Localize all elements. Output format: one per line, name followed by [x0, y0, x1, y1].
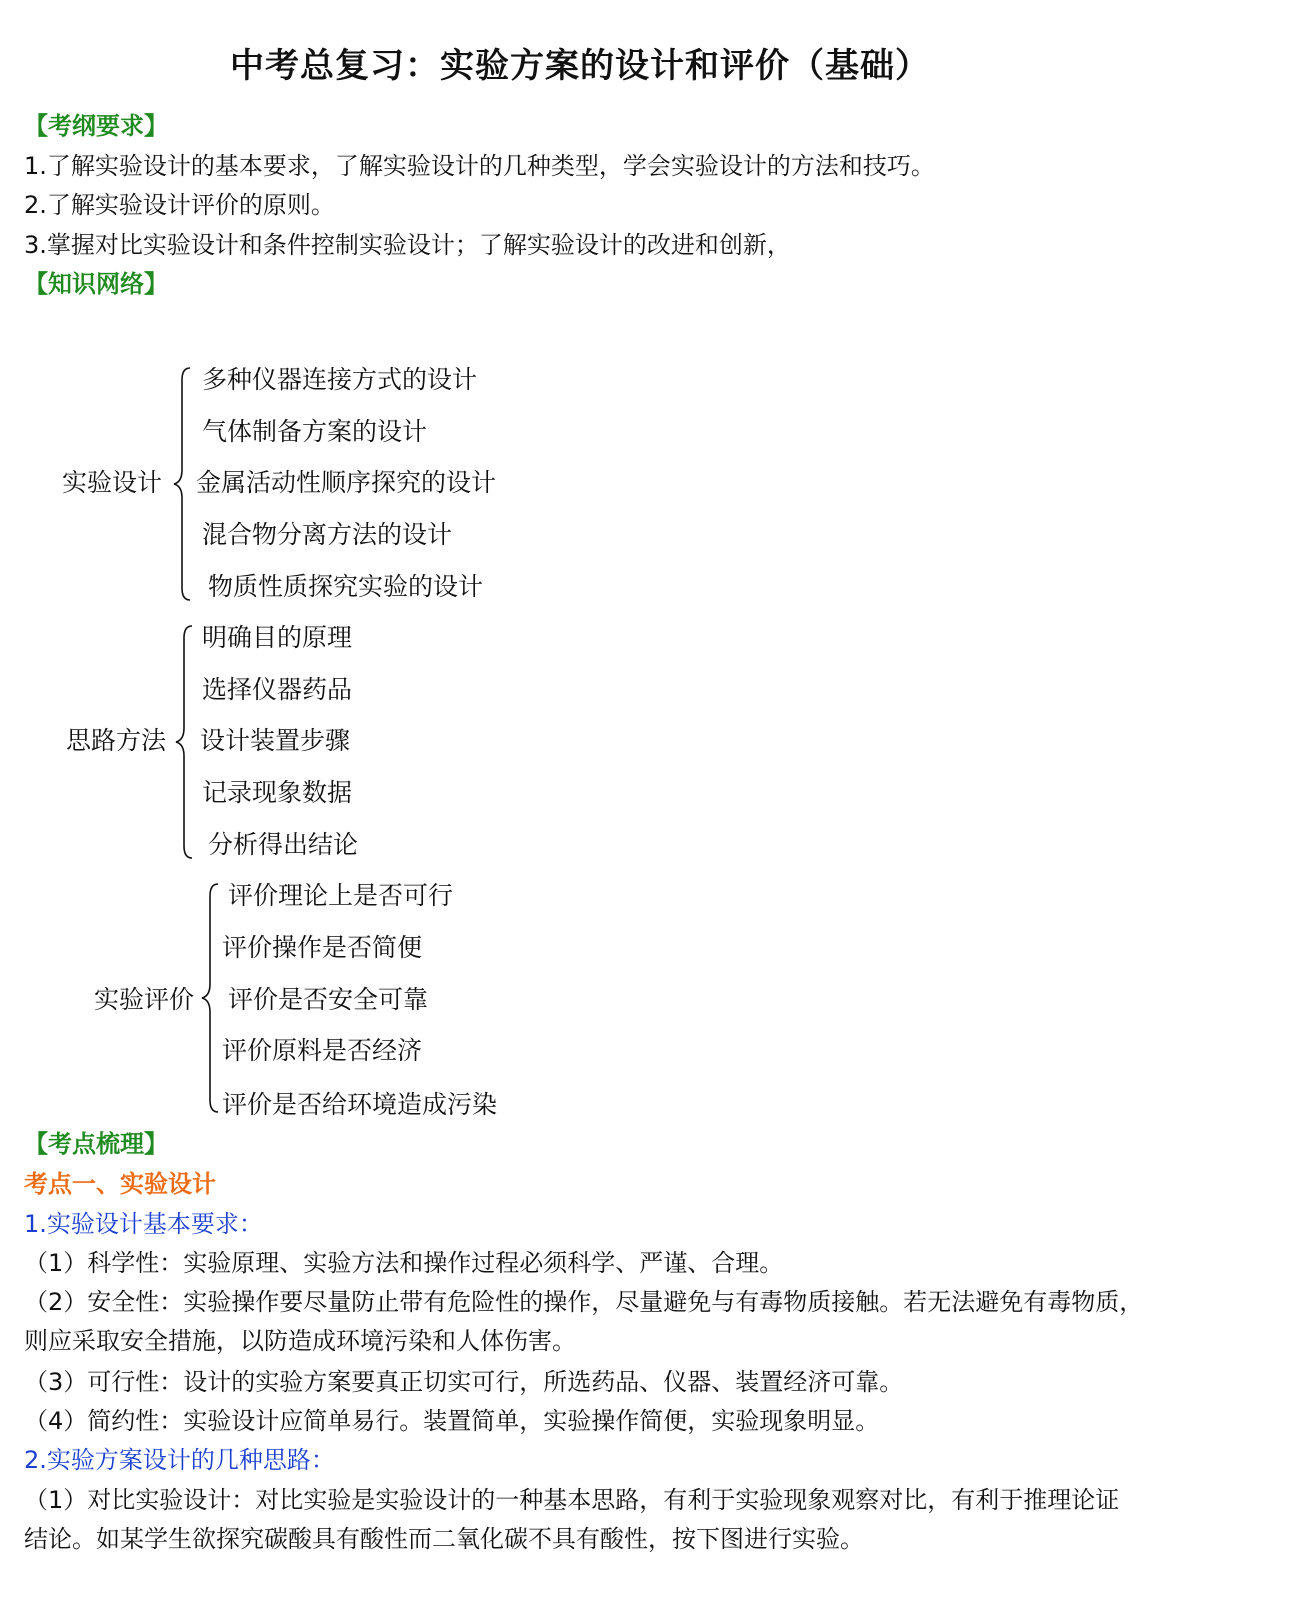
syllabus-item: 1.了解实验设计的基本要求，了解实验设计的几种类型，学会实验设计的方法和技巧。 [24, 152, 935, 180]
group-item: 评价原料是否经济 [222, 1036, 423, 1065]
group-item: 物质性质探究实验的设计 [208, 572, 484, 601]
syllabus-item: 3.掌握对比实验设计和条件控制实验设计；了解实验设计的改进和创新， [24, 231, 791, 259]
group-item: 评价是否安全可靠 [228, 985, 429, 1014]
group-item: 评价操作是否简便 [222, 933, 423, 962]
group-item: 明确目的原理 [202, 623, 353, 652]
group-label: 实验评价 [94, 985, 195, 1014]
group-item: 金属活动性顺序探究的设计 [196, 468, 497, 497]
point1-sub-heading: 1.实验设计基本要求： [24, 1210, 263, 1238]
syllabus-item: 2.了解实验设计评价的原则。 [24, 191, 335, 219]
requirement-line: （3）可行性：设计的实验方案要真正切实可行，所选药品、仪器、装置经济可靠。 [24, 1368, 904, 1396]
point1-sub-heading: 2.实验方案设计的几种思路： [24, 1446, 335, 1474]
group-item: 多种仪器连接方式的设计 [202, 365, 478, 394]
requirement-line: （4）简约性：实验设计应简单易行。装置简单，实验操作简便，实验现象明显。 [24, 1407, 880, 1435]
group-item: 设计装置步骤 [200, 726, 351, 755]
group-item: 分析得出结论 [208, 830, 359, 859]
group-item: 评价是否给环境造成污染 [222, 1090, 498, 1119]
requirement-line: （1）科学性：实验原理、实验方法和操作过程必须科学、严谨、合理。 [24, 1249, 784, 1277]
section-network: 【知识网络】 [24, 270, 168, 298]
requirement-line: 则应采取安全措施，以防造成环境污染和人体伤害。 [24, 1327, 576, 1355]
brace-icon [172, 624, 202, 860]
section-syllabus: 【考纲要求】 [24, 112, 168, 140]
group-item: 选择仪器药品 [202, 675, 353, 704]
page-title: 中考总复习：实验方案的设计和评价（基础） [230, 46, 930, 86]
point1-heading: 考点一、实验设计 [24, 1170, 216, 1198]
requirement-line: （2）安全性：实验操作要尽量防止带有危险性的操作，尽量避免与有毒物质接触。若无法避免有毒物质， [24, 1288, 1144, 1316]
group-item: 评价理论上是否可行 [228, 881, 454, 910]
brace-icon [198, 882, 228, 1114]
group-label: 实验设计 [62, 468, 163, 497]
section-points: 【考点梳理】 [24, 1130, 168, 1158]
group-item: 混合物分离方法的设计 [202, 520, 453, 549]
group-item: 气体制备方案的设计 [202, 417, 428, 446]
idea-line: （1）对比实验设计：对比实验是实验设计的一种基本思路，有利于实验现象观察对比，有利于推理论证 [24, 1486, 1120, 1514]
idea-line: 结论。如某学生欲探究碳酸具有酸性而二氧化碳不具有酸性，按下图进行实验。 [24, 1525, 864, 1553]
group-item: 记录现象数据 [202, 778, 353, 807]
group-label: 思路方法 [66, 726, 167, 755]
